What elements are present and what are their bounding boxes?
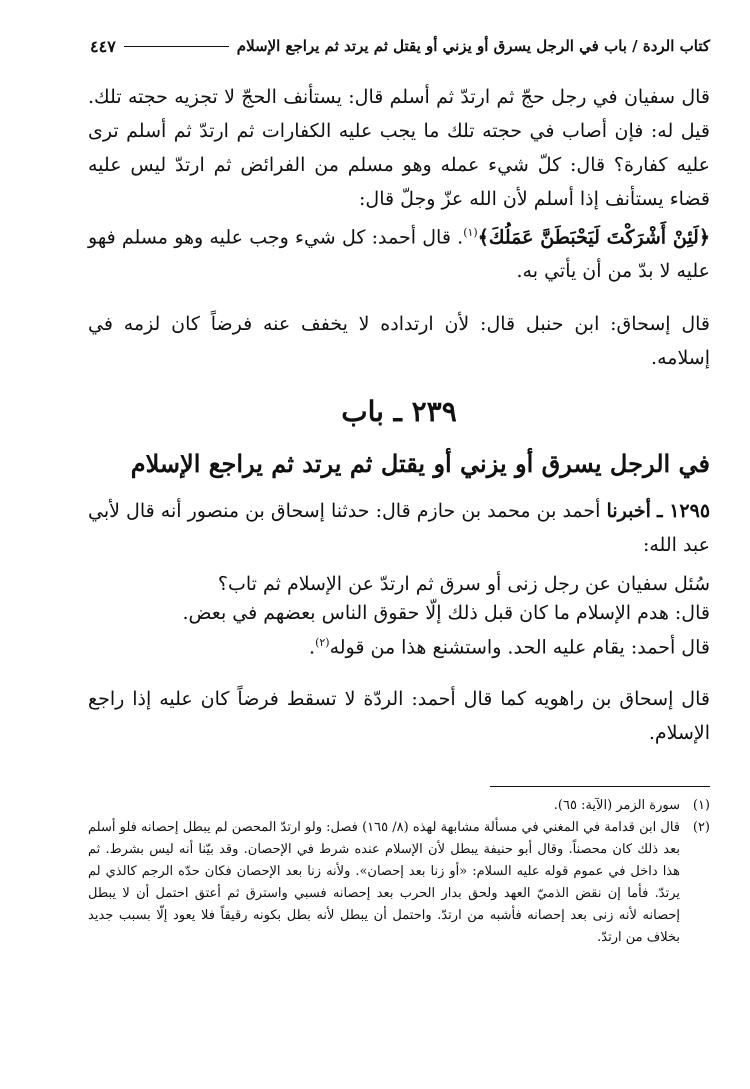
chapter-heading: ٢٣٩ ـ باب bbox=[341, 395, 457, 428]
header-title: كتاب الردة / باب في الرجل يسرق أو يزني أو يقتل ثم يرتد ثم يراجع الإسلام bbox=[236, 37, 710, 55]
paragraph-sufyan-hajj bbox=[88, 80, 710, 288]
qa-line-3 bbox=[88, 628, 710, 662]
hadith-number: ١٢٩٥ ـ bbox=[656, 500, 711, 522]
footnote-2 bbox=[88, 817, 710, 949]
question-answer-block bbox=[88, 570, 710, 662]
footnote-mark: (١) bbox=[692, 798, 710, 813]
hadith-1295 bbox=[88, 494, 710, 562]
page-number: ٤٤٧ bbox=[90, 36, 116, 56]
footnote-text: قال ابن قدامة في المغني في مسألة مشابهة لهذه (٨/ ١٦٥) فصل: ولو ارتدّ المحصن لم يبطل إحصانه فلو أسلم بعد ذلك كان محصناً. وقال أبو حنيفة يبطل لأن الإسلام عنده شرط في الإحصان. وقد بيّنا أنه ليس بشرط. ثم هذا داخل في عموم قوله عليه السلام: «أو زنا بعد إحصان». ولأنه زنا بعد الإحصان فكان حدّه الرجم كالذي لم يرتدّ. فأما إن نقض الذميّ العهد ولحق بدار الحرب بعد إحصانه فسبي واسترق ثم أعتق احتمل أن لا يبطل إحصانه لأنه زنى بعد إحصانه فأشبه من ارتدّ. واحتمل أن يبطل لأنه بطل بكونه رقيقاً فلا يعود إلّا بسبب جديد بخلاف من ارتدّ. bbox=[88, 820, 680, 945]
header-rule bbox=[124, 46, 229, 47]
qa-line-3-text: قال أحمد: يقام عليه الحد. واستشنع هذا من قوله bbox=[329, 636, 710, 659]
paragraph-text-cont: . قال أحمد: كل شيء وجب عليه وهو مسلم فهو عليه لا بدّ من أن يأتي به. bbox=[88, 226, 710, 283]
footnote-divider bbox=[490, 786, 710, 787]
footnote-ref-2: (٢) bbox=[315, 636, 330, 649]
running-header bbox=[90, 32, 710, 60]
paragraph-ishaq-rahawayh: قال إسحاق بن راهويه كما قال أحمد: الردّة لا تسقط فرضاً كان عليه إذا راجع الإسلام. bbox=[88, 688, 710, 744]
footnotes bbox=[88, 795, 710, 949]
hadith-keyword: أخبرنا bbox=[606, 500, 651, 522]
paragraph-ishaq: قال إسحاق: ابن حنبل قال: لأن ارتداده لا يخفف عنه فرضاً كان لزمه في إسلامه. bbox=[88, 313, 710, 369]
quran-verse: ﴿لَئِنْ أَشْرَكْتَ لَيَحْبَطَنَّ عَمَلُكَ﴾ bbox=[477, 226, 710, 249]
chapter-subtitle: في الرجل يسرق أو يزني أو يقتل ثم يرتد ثم يراجع الإسلام bbox=[130, 449, 710, 478]
qa-line-2: قال: هدم الإسلام ما كان قبل ذلك إلّا حقوق الناس بعضهم في بعض. bbox=[182, 602, 710, 624]
qa-line-3-end: . bbox=[309, 636, 316, 659]
qa-line-1: سُئل سفيان عن رجل زنى أو سرق ثم ارتدّ عن الإسلام ثم تاب؟ bbox=[217, 573, 710, 595]
footnote-ref-1: (١) bbox=[463, 226, 478, 239]
footnote-text: سورة الزمر (الآية: ٦٥). bbox=[553, 798, 680, 813]
footnote-mark: (٢) bbox=[692, 820, 710, 835]
hadith-text: أحمد بن محمد بن حازم قال: حدثنا إسحاق بن منصور أنه قال لأبي عبد الله: bbox=[88, 500, 710, 556]
paragraph-text: قال سفيان في رجل حجّ ثم ارتدّ ثم أسلم قال: يستأنف الحجّ لا تجزيه حجته تلك. قيل له: فإن أصاب في حجته تلك ما يجب عليه الكفارات ثم ارتدّ ثم أسلم ترى عليه كفارة؟ قال: كلّ شيء عمله وهو مسلم من الفرائض ثم ارتدّ ليس عليه قضاء يستأنف إذا أسلم لأن الله عزّ وجلّ قال: bbox=[88, 86, 710, 210]
footnote-1 bbox=[88, 795, 710, 817]
